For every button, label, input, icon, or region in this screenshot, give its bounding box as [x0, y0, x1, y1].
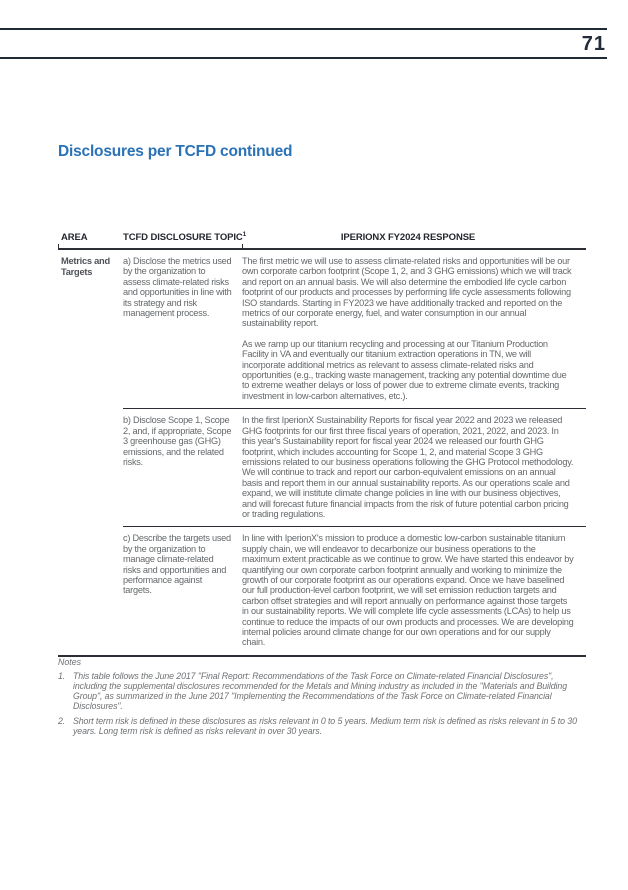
footnote-text: Short term risk is defined in these disclosures as risks relevant in 0 to 5 years. Medium term risk is defined as risks relevant in 5 to 30 years. Long term risk is defined as risks relevant in over 30 years.: [73, 716, 577, 736]
table-row-metrics-a: [58, 249, 586, 409]
page-number: 71: [581, 33, 606, 55]
table-border-tick-response-column: [242, 244, 243, 249]
table-border-tick-left: [58, 244, 59, 249]
footnote-reference-1: 1: [242, 230, 247, 238]
response-paragraph: In the first IperionX Sustainability Reports for fiscal year 2022 and 2023 we released GHG footprints for our first three fiscal years of operation, 2021, 2022, and 2023. In this year's Sustainability report for fiscal year 2024 we released our fourth GHG footprint, which includes accounting for Scope 1, 2, and material Scope 3 GHG emissions related to our business operations following the GHG Protocol methodology. We will continue to track and report our carbon-equivalent emissions on an annual basis and report them in our annual sustainability reports. As our operations scale and expand, we will institute climate change policies in line with our business objectives, and will forecast future financial impacts from the risk of future potential carbon pricing or trading regulations.: [242, 415, 574, 519]
footnote-number: 2.: [58, 716, 66, 726]
column-header-topic: [123, 224, 247, 249]
response-cell-c: [242, 527, 586, 656]
column-header-topic-label: TCFD DISCLOSURE TOPIC: [123, 232, 243, 243]
page-title: Disclosures per TCFD continued: [58, 143, 293, 160]
header-rule-top: [0, 28, 607, 30]
tcfd-disclosure-table: [58, 224, 586, 657]
area-label: Metrics and Targets: [58, 249, 123, 656]
column-header-response: IPERIONX FY2024 RESPONSE: [242, 224, 586, 249]
footnote-text: This table follows the June 2017 "Final Report: Recommendations of the Task Force on Climate-related Financial Disclosures", including the supplemental disclosures recommended for the Metals and Mining industry as included in the "Materials and Building Group", as summarized in the June 2017 "Implementing the Recommendations of the Task Force on Climate-related Financial Disclosures".: [73, 671, 567, 711]
table-row-metrics-c: [58, 527, 586, 656]
topic-cell-c: c) Describe the targets used by the organization to manage climate-related risks and opportunities and performance against targets.: [123, 527, 242, 656]
table-row-metrics-b: [58, 409, 586, 527]
footnote-number: 1.: [58, 671, 66, 681]
footnotes-section: [58, 657, 586, 741]
response-paragraph: The first metric we will use to assess climate-related risks and opportunities will be our own corporate carbon footprint (Scope 1, 2, and 3 GHG emissions) which we will track and report on an annual basis. We will also determine the embodied life cycle carbon footprint of our products and processes by performing life cycle assessments following ISO standards. Starting in FY2023 we have additionally tracked and reported on the metrics of our corporate energy, fuel, and water consumption in our annual sustainability report.: [242, 256, 572, 329]
footnote-1: [58, 671, 586, 711]
response-cell-a: [242, 249, 586, 409]
table-header-row: [58, 224, 586, 249]
response-paragraph: As we ramp up our titanium recycling and processing at our Titanium Production Facility in VA and eventually our titanium extraction operations in TN, we will incorporate additional metrics as relevant to assess climate-related risks and opportunities (e.g., tracking waste management, tracking any potential downtime due to extreme weather delays or loss of power due to extreme climate events, tracking investment in low-carbon alternatives, etc.).: [242, 338, 567, 401]
column-header-area: AREA: [58, 224, 123, 249]
topic-cell-b: b) Disclose Scope 1, Scope 2, and, if appropriate, Scope 3 greenhouse gas (GHG) emissions, and the related risks.: [123, 409, 242, 527]
topic-cell-a: a) Disclose the metrics used by the organization to assess climate-related risks and opportunities in line with its strategy and risk management process.: [123, 256, 232, 319]
response-paragraph: In line with IperionX's mission to produce a domestic low-carbon sustainable titanium supply chain, we will endeavor to decarbonize our business operations to the maximum extent practicable as we continue to grow. We have started this endeavor by quantifying our own corporate carbon footprint annually and working to minimize the growth of our corporate footprint as our operations expand. Once we have baselined our full production-level carbon footprint, we will set emission reduction targets and carbon offset strategies and will report annually on performance against those targets in our sustainability reports. We will complete life cycle assessments (LCAs) to help us continue to reduce the impacts of our own products and processes. We are developing internal policies around climate change for our own operations and for our supply chain.: [242, 533, 574, 648]
header-rule-bottom: [0, 57, 607, 59]
footnote-2: [58, 716, 586, 736]
response-cell-b: [242, 409, 586, 527]
footnotes-heading: Notes: [58, 657, 81, 667]
